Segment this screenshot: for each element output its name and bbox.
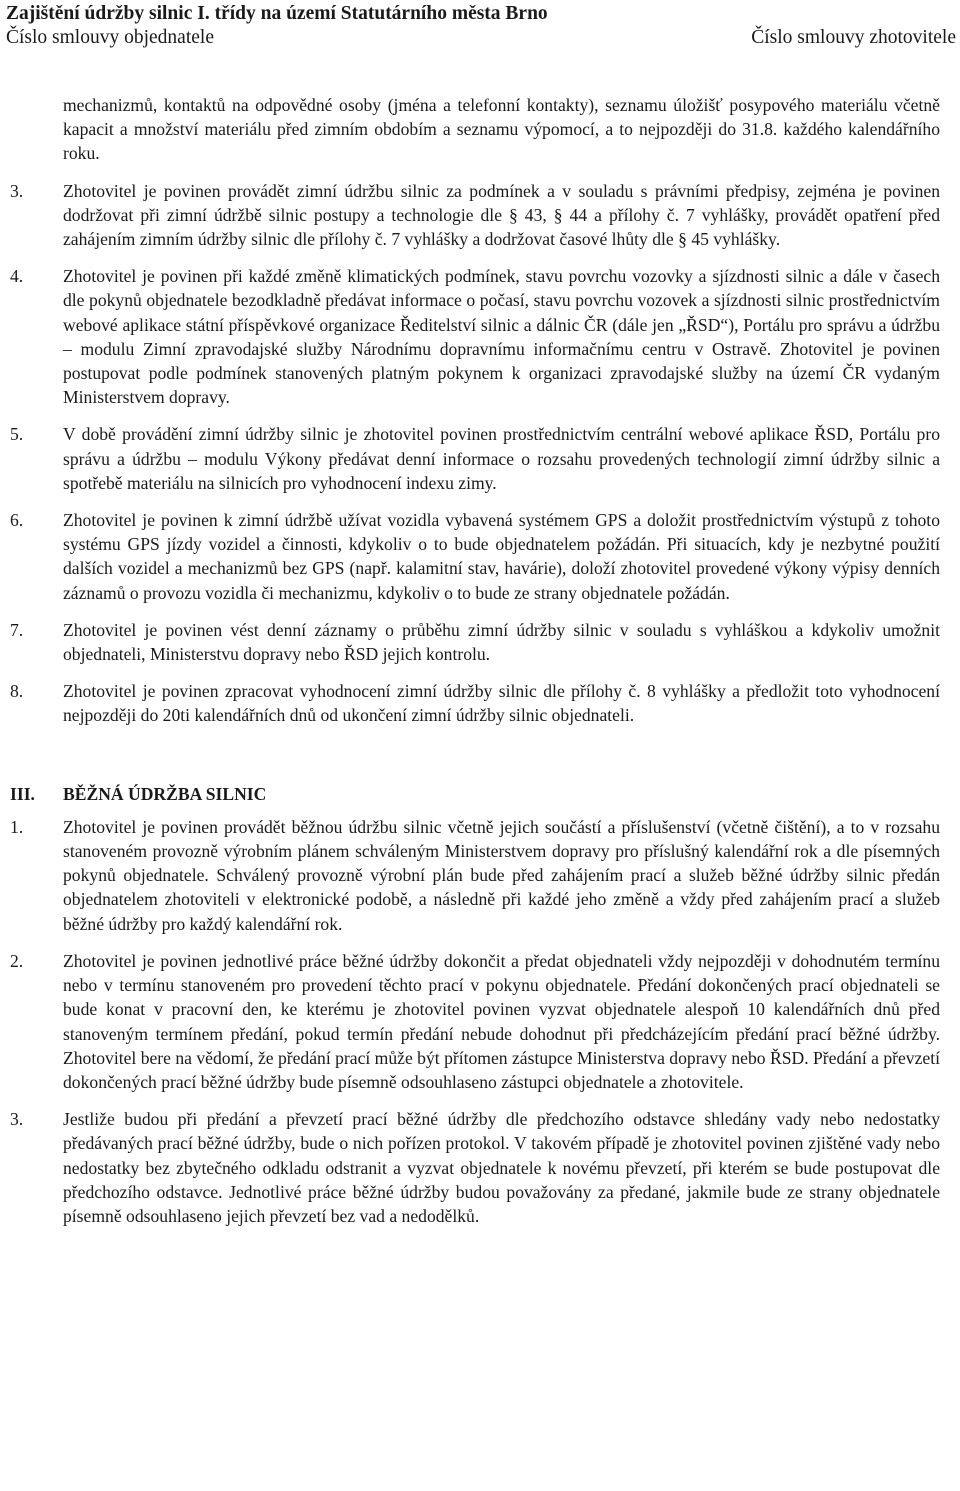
clause-number: 4. bbox=[10, 266, 24, 287]
intro-paragraph: mechanizmů, kontaktů na odpovědné osoby (jména a telefonní kontakty), seznamu úložišť posypového materiálu včetně kapacit a množství materiálu před zimním obdobím a seznamu výpomocí, a to nejpozději do 31.8. každého kalendářního roku. bbox=[63, 95, 940, 164]
clause-text: Zhotovitel je povinen zpracovat vyhodnocení zimní údržby silnic dle přílohy č. 8 vyhlášky a předložit toto vyhodnocení nejpozději do 20ti kalendářních dnů od ukončení zimní údržby silnic objednateli. bbox=[63, 681, 940, 726]
clause-8 bbox=[10, 679, 940, 727]
clause-number: 8. bbox=[10, 681, 24, 702]
clause-text: V době provádění zimní údržby silnic je zhotovitel povinen prostřednictvím centrální webové aplikace ŘSD, Portálu pro správu a údržbu – modulu Výkony předávat denní informace o rozsahu provedených technologií zimní údržby silnic a spotřebě materiálu na silnicích pro vyhodnocení indexu zimy. bbox=[63, 424, 940, 493]
section-title: BĚŽNÁ ÚDRŽBA SILNIC bbox=[63, 783, 267, 804]
contractor-contract-number-label: Číslo smlouvy zhotovitele bbox=[751, 27, 956, 48]
clause-7 bbox=[10, 618, 940, 666]
clause-6 bbox=[10, 508, 940, 605]
clause-text: Jestliže budou při předání a převzetí prací běžné údržby dle předchozího odstavce shledány vady nebo nedostatky předávaných prací běžné údržby, bude o nich pořízen protokol. V takovém případě je zhotovitel povinen zjištěné vady nebo nedostatky bez zbytečného odkladu odstranit a vyzvat objednatele k novému převzetí, při kterém se bude postupovat dle předchozího odstavce. Jednotlivé práce běžné údržby budou považovány za předané, jakmile bude ze strany objednatele písemně odsouhlaseno jejich převzetí bez vad a nedodělků. bbox=[63, 1109, 940, 1226]
clause-5 bbox=[10, 422, 940, 495]
client-contract-number-label: Číslo smlouvy objednatele bbox=[6, 27, 214, 48]
clause-number: 3. bbox=[10, 180, 24, 201]
clause-text: Zhotovitel je povinen vést denní záznamy o průběhu zimní údržby silnic v souladu s vyhláškou a kdykoliv umožnit objednateli, Ministerstvu dopravy nebo ŘSD jejich kontrolu. bbox=[63, 619, 940, 665]
clause-iii-2 bbox=[10, 949, 940, 1094]
section-number: III. bbox=[10, 783, 35, 804]
clause-text: Zhotovitel je povinen provádět zimní údržbu silnic za podmínek a v souladu s právními předpisy, zejména je povinen dodržovat při zimní údržbě silnic postupy a technologie dle § 43, § 44 a přílohy č. 7 vyhlášky, provádět opatření před zahájením zimním údržby silnic dle přílohy č. 7 vyhlášky a dodržovat časové lhůty dle § 45 vyhlášky. bbox=[63, 180, 940, 250]
clause-4 bbox=[10, 264, 940, 409]
page-header bbox=[6, 2, 956, 50]
clause-text: Zhotovitel je povinen jednotlivé práce běžné údržby dokončit a předat objednateli vždy nejpozději v dohodnutém termínu nebo v termínu stanoveném pro provedení těchto prací v pokynu objednatele. Předání dokončených prací objednateli se bude konat v pracovní den, ke kterému je zhotovitel povinen vyzvat objednatele alespoň 10 kalendářních dnů před stanoveným termínem předání, pokud termín předání nebude dohodnut při předcházejícím předání prací běžné údržby. Zhotovitel bere na vědomí, že předání prací může být přítomen zástupce Ministerstva dopravy nebo ŘSD. Předání a převzetí dokončených prací běžné údržby bude písemně odsouhlaseno zástupci objednatele a zhotovitele. bbox=[63, 950, 940, 1092]
clause-text: Zhotovitel je povinen provádět běžnou údržbu silnic včetně jejich součástí a příslušenství (včetně čištění), a to v rozsahu stanoveném provozně výrobním plánem schváleným Ministerstvem dopravy pro příslušný kalendářní rok a dle písemných pokynů objednatele. Schválený provozně výrobní plán bude před zahájením prací a služeb běžné údržby silnic předán objednatelem zhotoviteli v elektronické podobě, a následně při každé jeho změně a vždy před zahájením prací a služeb běžné údržby pro každý kalendářní rok. bbox=[63, 816, 940, 934]
section-heading bbox=[10, 782, 940, 806]
clause-number: 7. bbox=[10, 619, 24, 640]
contract-number-row bbox=[6, 26, 956, 50]
clause-number: 6. bbox=[10, 510, 24, 531]
document-body bbox=[10, 93, 940, 1228]
document-title: Zajištění údržby silnic I. třídy na území Statutárního města Brno bbox=[6, 3, 548, 24]
clause-number: 5. bbox=[10, 424, 24, 445]
clause-number: 3. bbox=[10, 1109, 24, 1130]
clause-3 bbox=[10, 179, 940, 252]
clause-number: 1. bbox=[10, 816, 24, 837]
clause-text: Zhotovitel je povinen k zimní údržbě užívat vozidla vybavená systémem GPS a doložit prostřednictvím výstupů z tohoto systému GPS jízdy vozidel a činnosti, kdykoliv o to bude objednatelem požádán. Při situacích, kdy je nezbytné použití dalších vozidel a mechanizmů bez GPS (např. kalamitní stav, havárie), doloží zhotovitel provedené výkony výpisy denních záznamů o provozu vozidla či mechanizmu, kdykoliv o to bude ze strany objednatele požádán. bbox=[63, 510, 940, 603]
clause-number: 2. bbox=[10, 950, 24, 971]
clause-text: Zhotovitel je povinen při každé změně klimatických podmínek, stavu povrchu vozovky a sjízdnosti silnic a dále v časech dle pokynů objednatele bezodkladně předávat informace o počasí, stavu povrchu vozovek a sjízdnosti silnic prostřednictvím webové aplikace státní příspěvkové organizace Ředitelství silnic a dálnic ČR (dále jen „ŘSD“), Portálu pro správu a údržbu – modulu Zimní zpravodajské služby Národnímu dopravnímu informačnímu centru v Ostravě. Zhotovitel je povinen postupovat podle podmínek stanovených platným pokynem k organizaci zpravodajské služby na území ČR vydaným Ministerstvem dopravy. bbox=[63, 266, 940, 408]
clause-iii-3 bbox=[10, 1107, 940, 1228]
clause-iii-1 bbox=[10, 815, 940, 936]
